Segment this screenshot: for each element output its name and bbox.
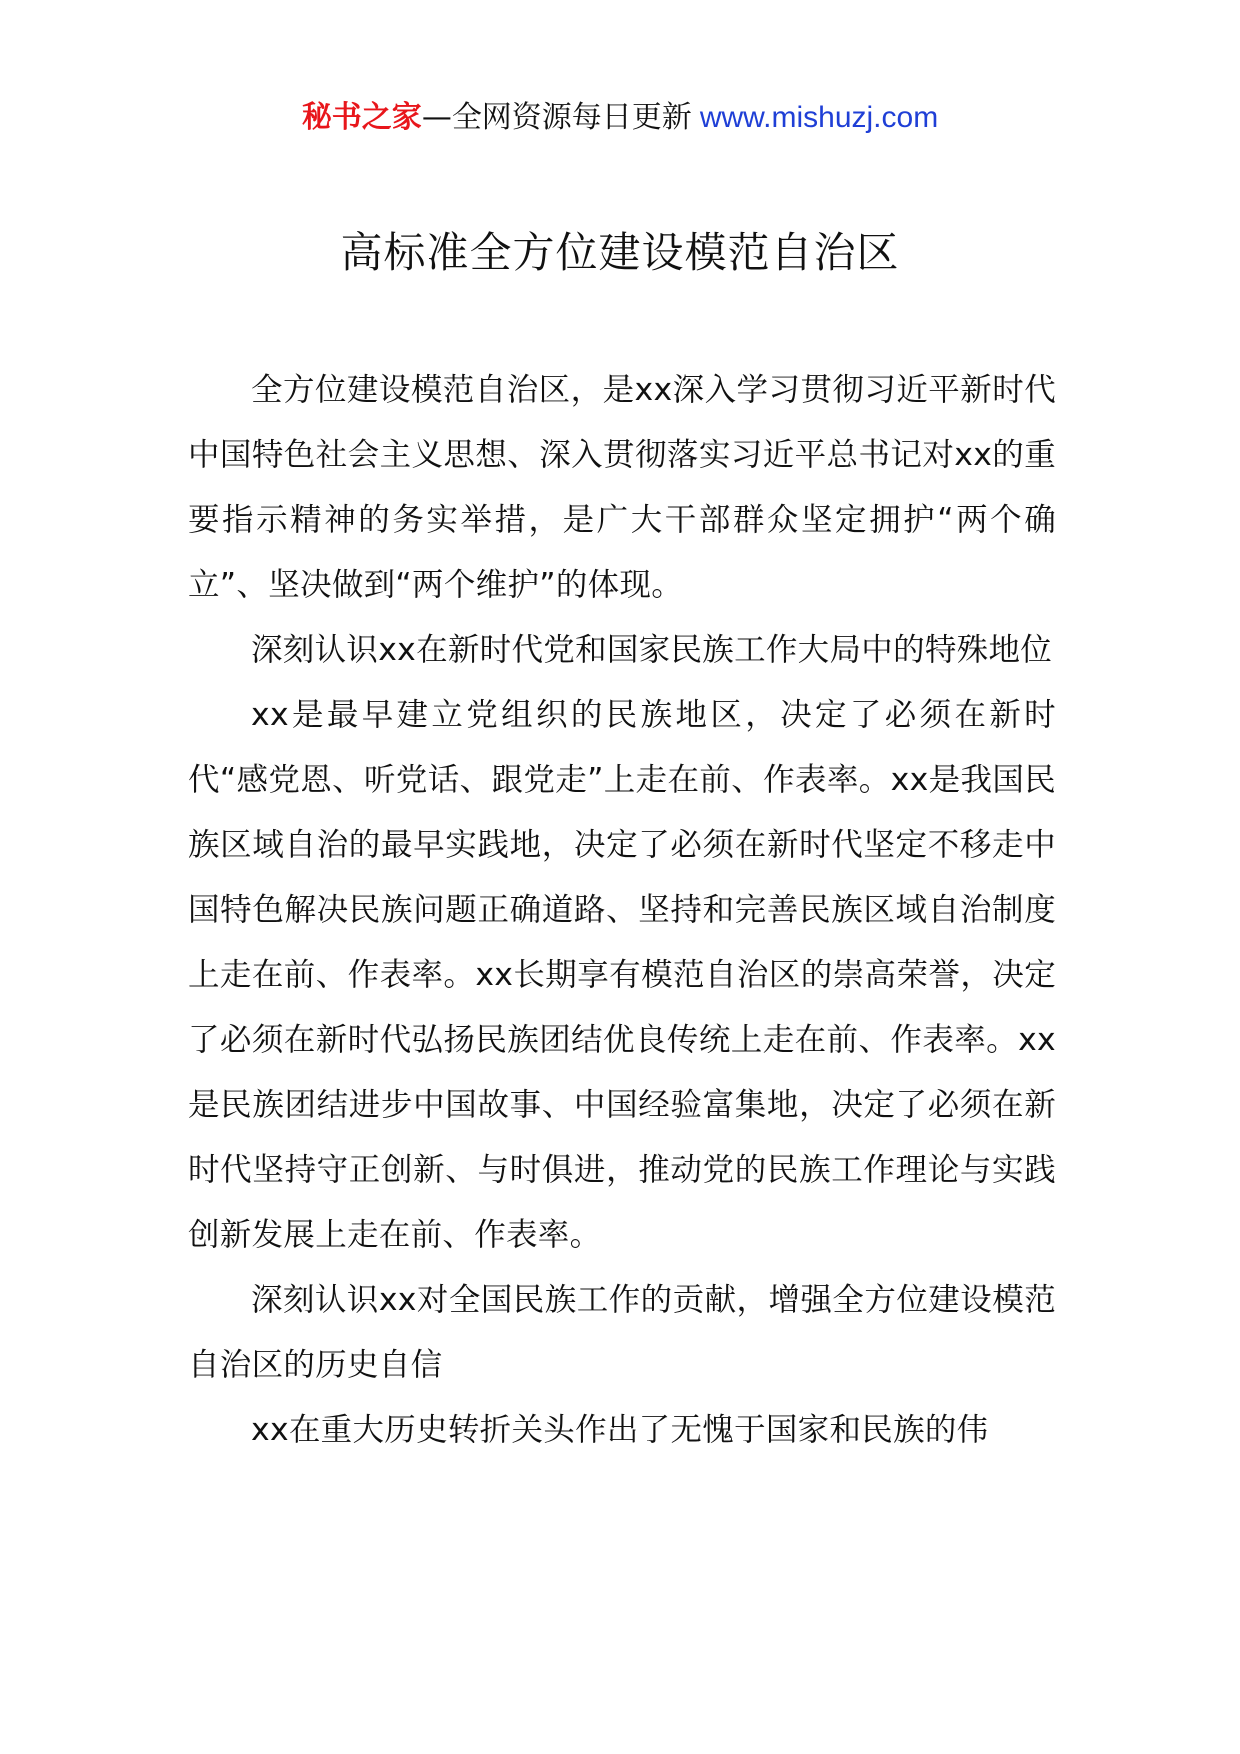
paragraph-section-2: xx在重大历史转折关头作出了无愧于国家和民族的伟 <box>251 1412 989 1448</box>
paragraph-intro: 全方位建设模范自治区，是xx深入学习贯彻习近平新时代中国特色社会主义思想、深入贯彻落实习近平总书记对xx的重要指示精神的务实举措，是广大干部群众坚定拥护“两个确立”、坚决做到“两个维护”的体现。 <box>188 372 1056 603</box>
section-heading-1: 深刻认识xx在新时代党和国家民族工作大局中的特殊地位 <box>251 632 1053 668</box>
document-body <box>188 358 1056 1463</box>
site-url-link[interactable]: www.mishuzj.com <box>699 101 939 134</box>
brand-name: 秘书之家 <box>301 100 422 135</box>
document-title: 高标准全方位建设模范自治区 <box>340 228 900 277</box>
section-heading-2: 深刻认识xx对全国民族工作的贡献，增强全方位建设模范自治区的历史自信 <box>188 1282 1056 1383</box>
header-tagline: —全网资源每日更新 <box>421 100 692 135</box>
paragraph-section-1: xx是最早建立党组织的民族地区，决定了必须在新时代“感党恩、听党话、跟党走”上走在前、作表率。xx是我国民族区域自治的最早实践地，决定了必须在新时代坚定不移走中国特色解决民族问题正确道路、坚持和完善民族区域自治制度上走在前、作表率。xx长期享有模范自治区的崇高荣誉，决定了必须在新时代弘扬民族团结优良传统上走在前、作表率。xx是民族团结进步中国故事、中国经验富集地，决定了必须在新时代坚持守正创新、与时俱进，推动党的民族工作理论与实践创新发展上走在前、作表率。 <box>188 697 1056 1253</box>
site-header <box>0 98 1240 138</box>
